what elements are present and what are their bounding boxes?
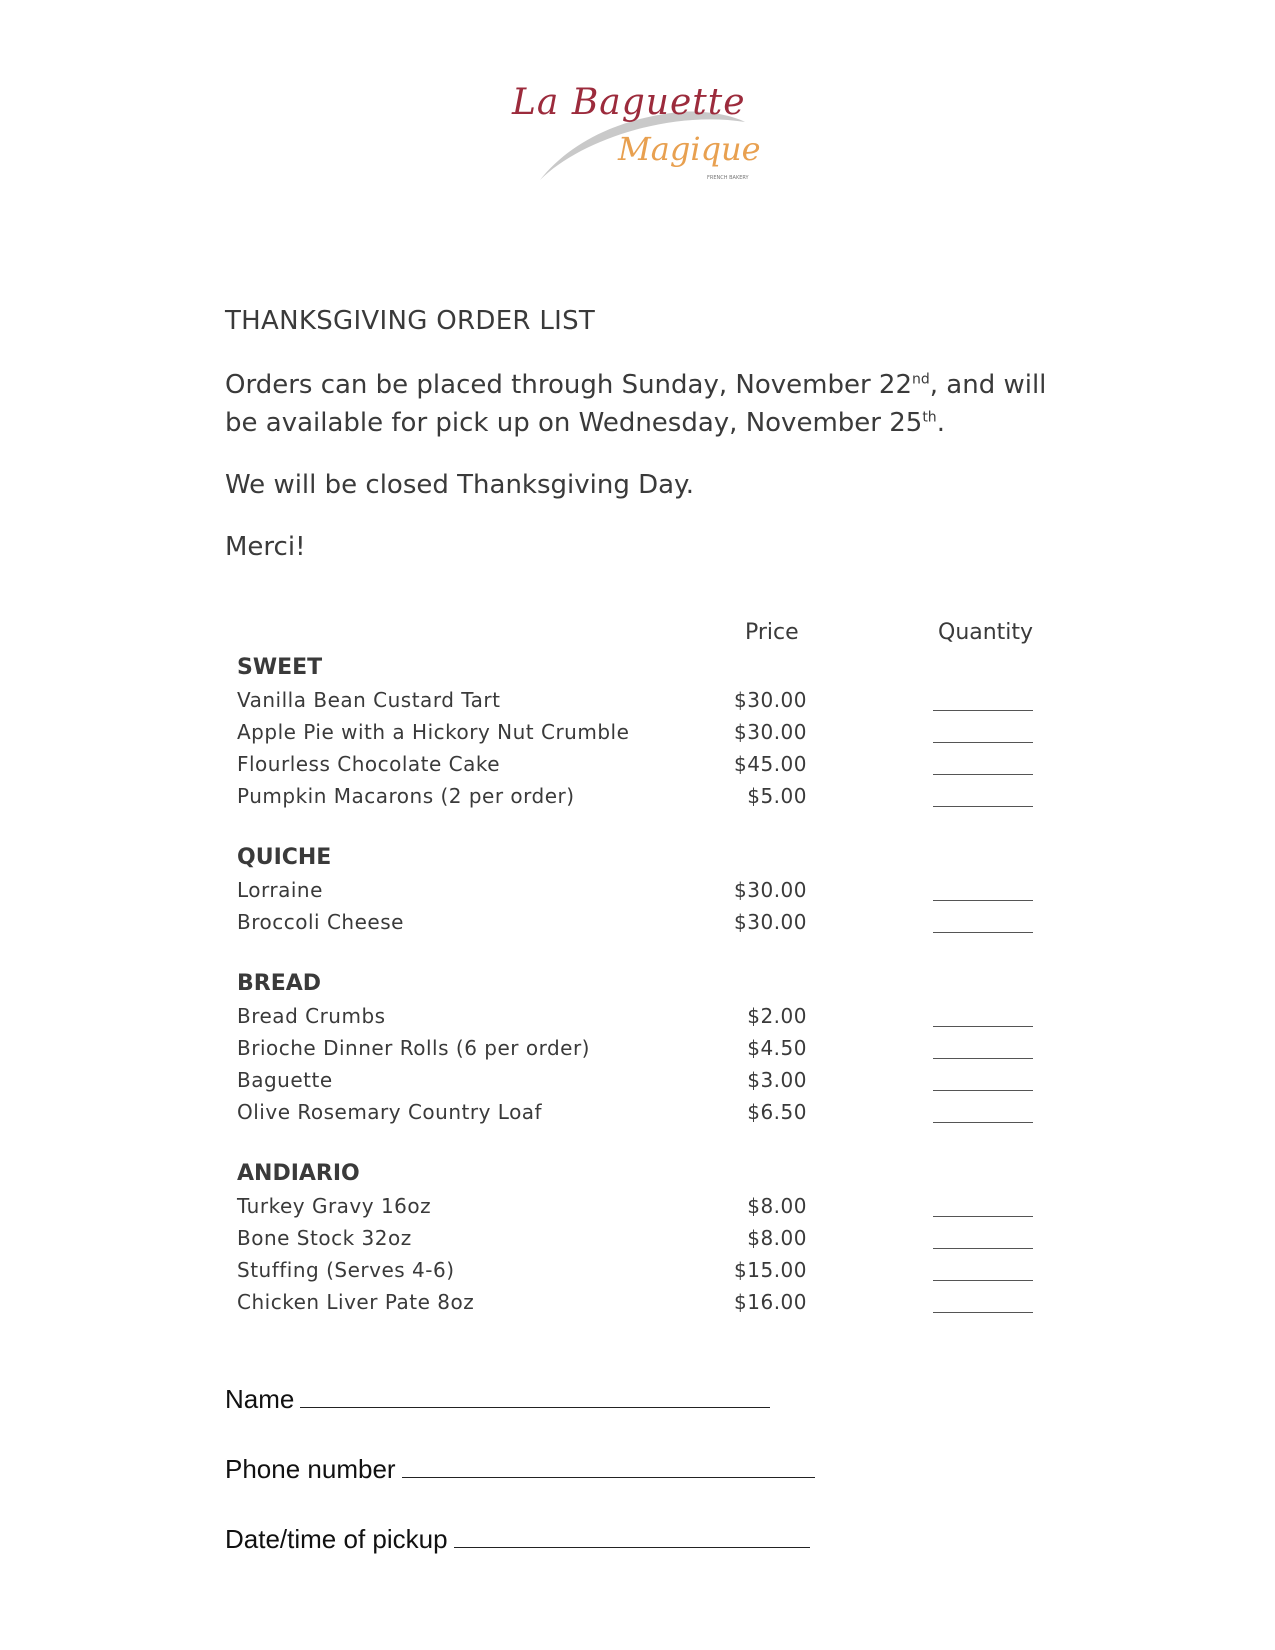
item-name: Olive Rosemary Country Loaf [237, 1100, 543, 1124]
section-title: ANDIARIO [237, 1161, 360, 1186]
item-name: Flourless Chocolate Cake [237, 752, 501, 776]
item-name: Turkey Gravy 16oz [237, 1194, 432, 1218]
quantity-blank[interactable] [933, 916, 1033, 933]
pickup-label: Date/time of pickup [225, 1524, 448, 1554]
order-intro [225, 366, 1055, 442]
quantity-blank[interactable] [933, 1200, 1033, 1217]
menu-item-row [237, 874, 1037, 906]
menu-item-row [237, 780, 1037, 812]
name-field [225, 1384, 770, 1415]
item-price: $4.50 [747, 1036, 807, 1060]
logo-text-line1: La Baguette [512, 82, 746, 123]
intro-part3: . [936, 408, 945, 438]
section-bread [237, 968, 1037, 1128]
quantity-blank[interactable] [933, 694, 1033, 711]
item-price: $3.00 [747, 1068, 807, 1092]
intro-part2: , and will be available for pick up on Wednesday, November 25 [225, 370, 1047, 438]
intro-part1: Orders can be placed through Sunday, November 22 [225, 370, 912, 400]
section-quiche [237, 842, 1037, 938]
menu-item-row [237, 748, 1037, 780]
menu-item-row [237, 1000, 1037, 1032]
quantity-blank[interactable] [933, 1074, 1033, 1091]
menu-item-row [237, 1254, 1037, 1286]
menu-item-row [237, 1064, 1037, 1096]
item-name: Baguette [237, 1068, 333, 1092]
pickup-field [225, 1524, 810, 1555]
item-price: $8.00 [747, 1194, 807, 1218]
quantity-blank[interactable] [933, 790, 1033, 807]
price-column-header: Price [745, 620, 799, 645]
phone-label: Phone number [225, 1454, 396, 1484]
section-sweet [237, 652, 1037, 812]
item-price: $16.00 [734, 1290, 807, 1314]
merci-text: Merci! [225, 532, 306, 562]
menu-item-row [237, 1222, 1037, 1254]
quantity-blank[interactable] [933, 1264, 1033, 1281]
intro-sup1: nd [912, 371, 930, 388]
item-price: $6.50 [747, 1100, 807, 1124]
menu-item-row [237, 1096, 1037, 1128]
section-title: SWEET [237, 655, 323, 680]
item-name: Vanilla Bean Custard Tart [237, 688, 501, 712]
menu-item-row [237, 1190, 1037, 1222]
pickup-input-line[interactable] [454, 1527, 810, 1548]
logo-tagline: FRENCH BAKERY [707, 175, 749, 181]
menu-item-row [237, 716, 1037, 748]
section-title: QUICHE [237, 845, 332, 870]
phone-input-line[interactable] [402, 1457, 815, 1478]
item-name: Bone Stock 32oz [237, 1226, 412, 1250]
name-input-line[interactable] [300, 1387, 770, 1408]
item-name: Bread Crumbs [237, 1004, 386, 1028]
menu-item-row [237, 906, 1037, 938]
item-price: $30.00 [734, 688, 807, 712]
quantity-blank[interactable] [933, 1042, 1033, 1059]
item-name: Brioche Dinner Rolls (6 per order) [237, 1036, 590, 1060]
menu-item-row [237, 684, 1037, 716]
section-andiario [237, 1158, 1037, 1318]
quantity-blank[interactable] [933, 726, 1033, 743]
item-name: Pumpkin Macarons (2 per order) [237, 784, 575, 808]
item-price: $30.00 [734, 878, 807, 902]
menu-item-row [237, 1032, 1037, 1064]
section-title: BREAD [237, 971, 322, 996]
bakery-logo [500, 80, 760, 205]
quantity-blank[interactable] [933, 1232, 1033, 1249]
quantity-blank[interactable] [933, 1296, 1033, 1313]
intro-sup2: th [922, 409, 937, 426]
quantity-column-header: Quantity [938, 620, 1034, 645]
page-title: THANKSGIVING ORDER LIST [225, 306, 596, 336]
menu-item-row [237, 1286, 1037, 1318]
item-name: Broccoli Cheese [237, 910, 404, 934]
phone-field [225, 1454, 815, 1485]
item-name: Chicken Liver Pate 8oz [237, 1290, 475, 1314]
item-name: Apple Pie with a Hickory Nut Crumble [237, 720, 630, 744]
item-price: $30.00 [734, 720, 807, 744]
item-price: $2.00 [747, 1004, 807, 1028]
item-name: Lorraine [237, 878, 323, 902]
name-label: Name [225, 1384, 295, 1414]
closed-notice: We will be closed Thanksgiving Day. [225, 470, 695, 500]
quantity-blank[interactable] [933, 1010, 1033, 1027]
quantity-blank[interactable] [933, 1106, 1033, 1123]
quantity-blank[interactable] [933, 758, 1033, 775]
logo-text-line2: Magique [618, 130, 761, 168]
item-price: $15.00 [734, 1258, 807, 1282]
item-price: $8.00 [747, 1226, 807, 1250]
item-price: $45.00 [734, 752, 807, 776]
item-name: Stuffing (Serves 4-6) [237, 1258, 455, 1282]
item-price: $30.00 [734, 910, 807, 934]
quantity-blank[interactable] [933, 884, 1033, 901]
item-price: $5.00 [747, 784, 807, 808]
